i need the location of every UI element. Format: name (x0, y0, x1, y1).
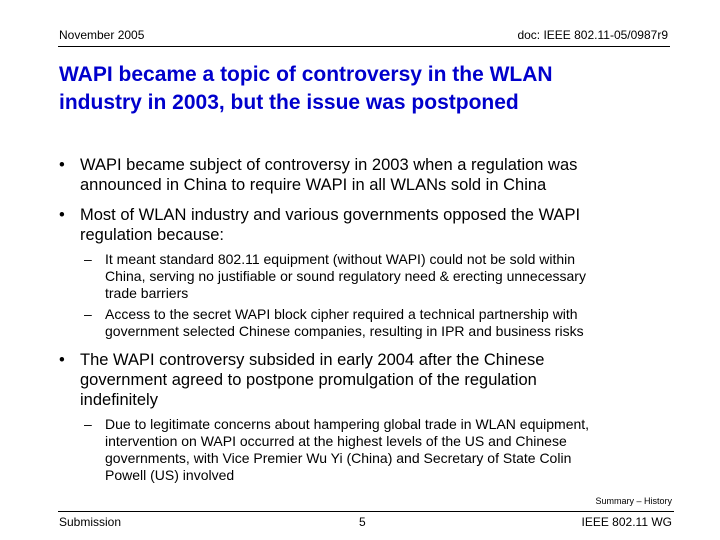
bullet-line: indefinitely (80, 391, 158, 409)
sub-bullet-item (57, 251, 697, 302)
footer-submission: Submission (59, 515, 122, 529)
bullet-item (57, 155, 697, 195)
header-doc-number: doc: IEEE 802.11-05/0987r9 (517, 28, 668, 42)
bullet-marker: • (59, 206, 65, 224)
sub-bullet-line: trade barriers (105, 285, 189, 301)
sub-bullet-line: Due to legitimate concerns about hampering global trade in WLAN equipment, (105, 416, 590, 432)
dash-marker: – (84, 251, 92, 267)
dash-marker: – (84, 416, 92, 432)
sub-bullet-list (57, 251, 697, 340)
sub-bullet-line: It meant standard 802.11 equipment (without WAPI) could not be sold within (105, 251, 576, 267)
bullet-marker: • (59, 156, 65, 174)
dash-marker: – (84, 306, 92, 322)
bullet-line: WAPI became subject of controversy in 2003 when a regulation was (80, 156, 578, 174)
bullet-marker: • (59, 351, 65, 369)
sub-bullet-item (57, 306, 697, 340)
bullet-line: regulation because: (80, 226, 225, 244)
bullet-line: The WAPI controversy subsided in early 2004 after the Chinese (80, 351, 545, 369)
slide-title-line: industry in 2003, but the issue was postponed (59, 91, 519, 114)
slide-title (59, 61, 699, 117)
bullet-item (57, 205, 697, 245)
sub-bullet-item (57, 416, 697, 484)
sub-bullet-line: Powell (US) involved (105, 467, 235, 483)
slide-title-line: WAPI became a topic of controversy in the WLAN (59, 63, 553, 86)
header-date: November 2005 (59, 28, 145, 42)
section-tag: Summary – History (595, 496, 672, 506)
slide-body (57, 155, 697, 494)
sub-bullet-line: China, serving no justifiable or sound regulatory need & erecting unnecessary (105, 268, 586, 284)
bullet-line: government agreed to postpone promulgation of the regulation (80, 371, 537, 389)
footer-group: IEEE 802.11 WG (581, 515, 672, 529)
sub-bullet-line: intervention on WAPI occurred at the highest levels of the US and Chinese (105, 433, 567, 449)
sub-bullet-line: Access to the secret WAPI block cipher required a technical partnership with (105, 306, 578, 322)
header-rule (58, 46, 670, 47)
bullet-item (57, 350, 697, 410)
sub-bullet-line: government selected Chinese companies, resulting in IPR and business risks (105, 323, 584, 339)
page-number: 5 (359, 515, 366, 529)
bullet-line: announced in China to require WAPI in all WLANs sold in China (80, 176, 547, 194)
bullet-line: Most of WLAN industry and various governments opposed the WAPI (80, 206, 581, 224)
footer-rule (58, 511, 674, 512)
sub-bullet-line: governments, with Vice Premier Wu Yi (China) and Secretary of State Colin (105, 450, 572, 466)
sub-bullet-list (57, 416, 697, 484)
